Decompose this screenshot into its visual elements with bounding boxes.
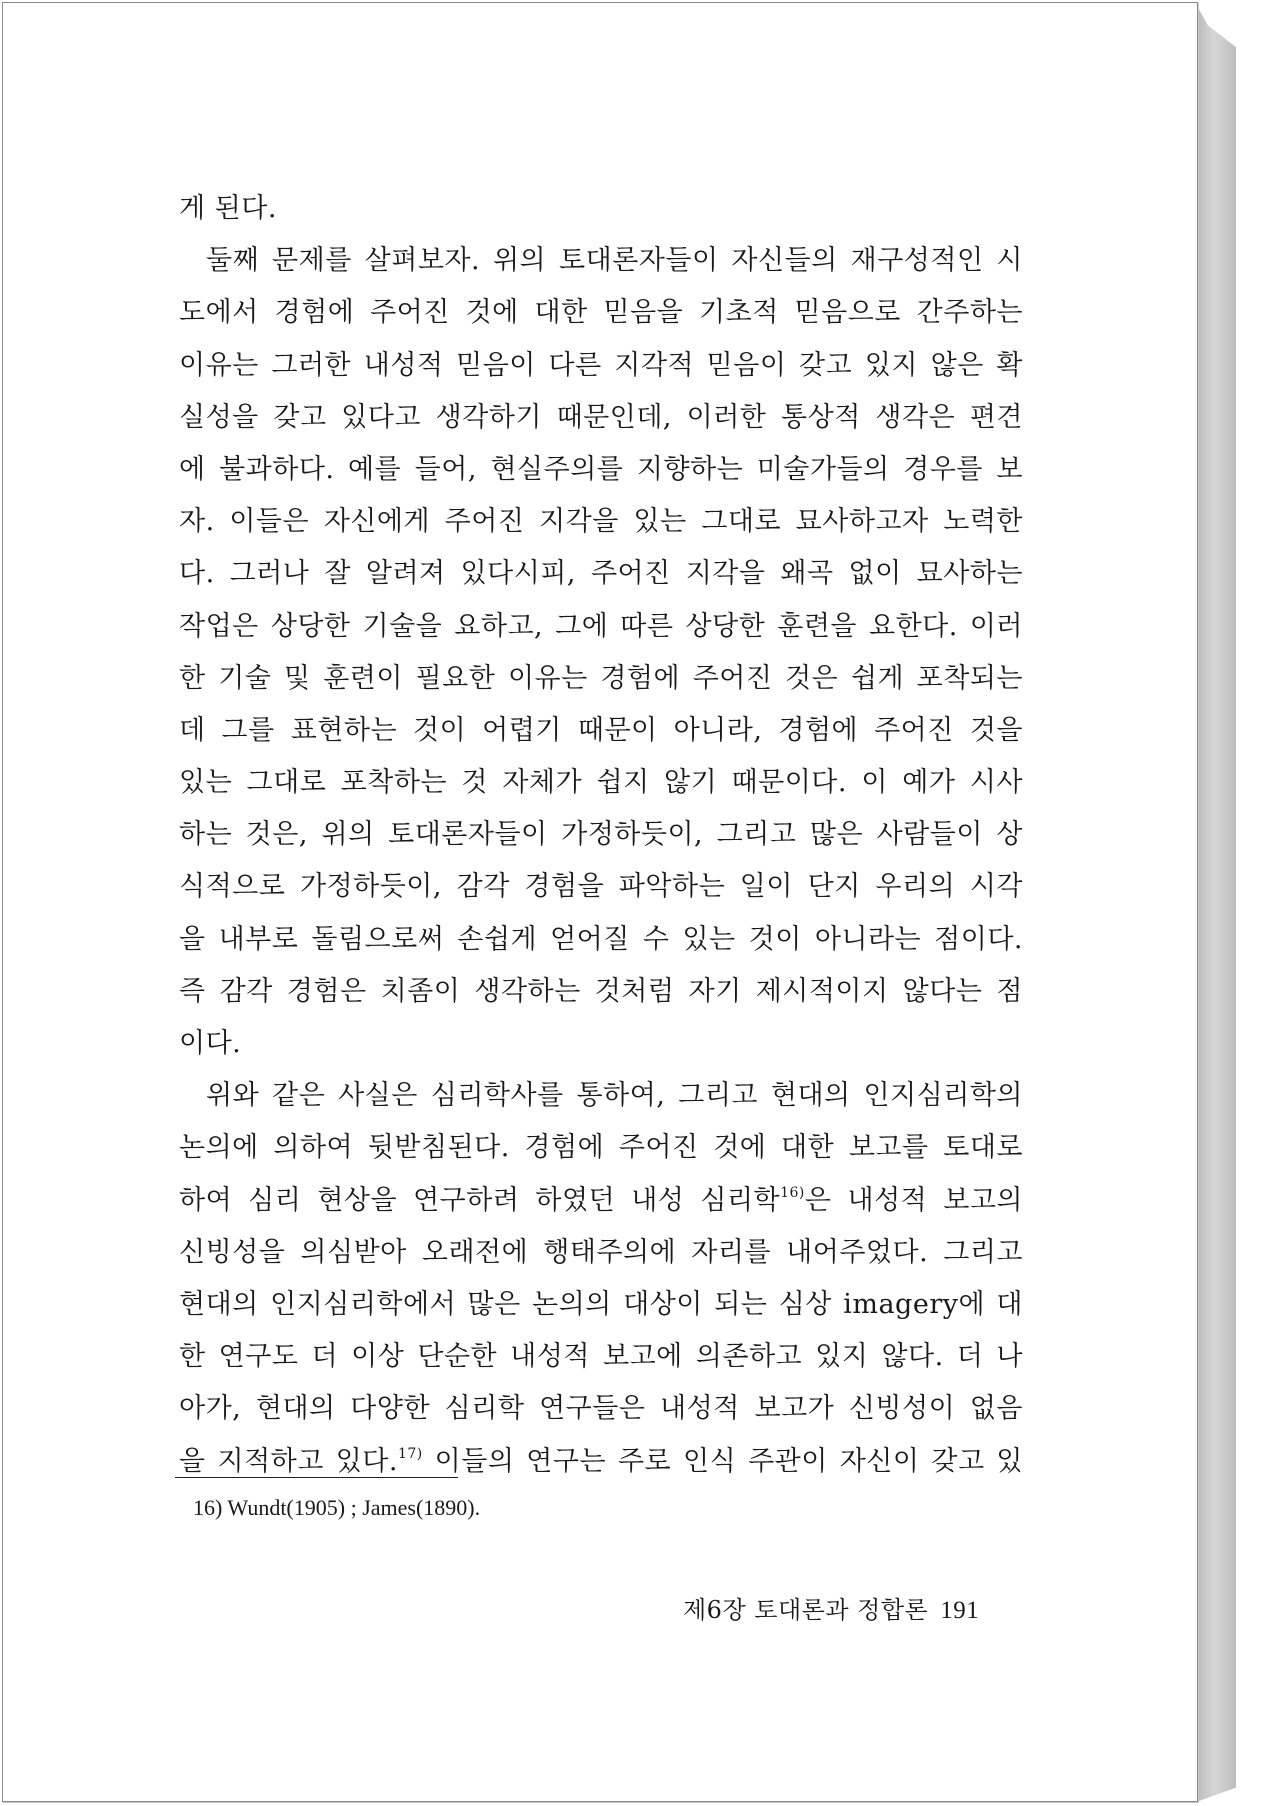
running-footer: [683, 1590, 979, 1625]
text-line-content: 위와 같은 사실은 심리학사를 통하여, 그리고 현대의 인지심리학의: [206, 1080, 1023, 1112]
text-line-content: 을 지적하고 있다.: [179, 1445, 398, 1477]
text-line: [179, 235, 1023, 287]
page-number: 191: [940, 1597, 980, 1624]
text-line: 이다.: [179, 1028, 242, 1059]
text-line: 이유는 그러한 내성적 믿음이 다른 지각적 믿음이 갖고 있지 않은 확: [179, 349, 1023, 381]
text-line: 도에서 경험에 주어진 것에 대한 믿음을 기초적 믿음으로 간주하는: [179, 297, 1023, 329]
text-line-content: 은 내성적 보고의: [804, 1184, 1023, 1216]
paragraph-second-problem: [179, 235, 1023, 1070]
paragraph-continued: [179, 183, 1023, 235]
text-line: 실성을 갖고 있다고 생각하기 때문인데, 이러한 통상적 생각은 편견: [179, 401, 1023, 433]
text-line: 한 기술 및 훈련이 필요한 이유는 경험에 주어진 것은 쉽게 포착되는: [179, 662, 1023, 694]
body-text: [179, 183, 1023, 1488]
footnote-divider: [175, 1477, 458, 1478]
footnote-ref-16[interactable]: 16): [780, 1184, 805, 1201]
text-line: 다. 그러나 잘 알려져 있다시피, 주어진 지각을 왜곡 없이 묘사하는: [179, 558, 1023, 590]
text-line: 데 그를 표현하는 것이 어렵기 때문이 아니라, 경험에 주어진 것을: [179, 714, 1023, 746]
text-line: 한 연구도 더 이상 단순한 내성적 보고에 의존하고 있지 않다. 더 나: [179, 1341, 1023, 1373]
text-line: 게 된다.: [179, 193, 277, 224]
text-line: 있는 그대로 포착하는 것 자체가 쉽지 않기 때문이다. 이 예가 시사: [179, 767, 1023, 799]
text-line: 에 불과하다. 예를 들어, 현실주의를 지향하는 미술가들의 경우를 보: [179, 453, 1023, 485]
text-line: 작업은 상당한 기술을 요하고, 그에 따른 상당한 훈련을 요한다. 이러: [179, 610, 1023, 642]
text-line-content: 하여 심리 현상을 연구하려 하였던 내성 심리학: [179, 1184, 781, 1216]
text-line: 아가, 현대의 다양한 심리학 연구들은 내성적 보고가 신빙성이 없음: [179, 1393, 1023, 1425]
text-line: [179, 1070, 1023, 1122]
text-line: 하는 것은, 위의 토대론자들이 가정하듯이, 그리고 많은 사람들이 상: [179, 819, 1023, 851]
text-line: [179, 1175, 1023, 1227]
text-line-content: 이들의 연구는 주로 인식 주관이 자신이 갖고 있: [422, 1445, 1024, 1477]
text-line: [179, 1436, 1023, 1488]
page-thickness-edge: [1196, 4, 1236, 1802]
text-line: 을 내부로 돌림으로써 손쉽게 얻어질 수 있는 것이 아니라는 점이다.: [179, 923, 1023, 955]
text-line: 현대의 인지심리학에서 많은 논의의 대상이 되는 심상 imagery에 대: [179, 1288, 1023, 1320]
book-page: [2, 2, 1198, 1802]
text-line: 식적으로 가정하듯이, 감각 경험을 파악하는 일이 단지 우리의 시각: [179, 871, 1023, 903]
paragraph-psychology: [179, 1070, 1023, 1488]
footnote-16: 16) Wundt(1905) ; James(1890).: [193, 1495, 481, 1520]
text-line: 즉 감각 경험은 치좀이 생각하는 것처럼 자기 제시적이지 않다는 점: [179, 975, 1023, 1007]
text-line: 자. 이들은 자신에게 주어진 지각을 있는 그대로 묘사하고자 노력한: [179, 506, 1023, 538]
text-line: 논의에 의하여 뒷받침된다. 경험에 주어진 것에 대한 보고를 토대로: [179, 1132, 1023, 1164]
text-line: 신빙성을 의심받아 오래전에 행태주의에 자리를 내어주었다. 그리고: [179, 1236, 1023, 1268]
footnote-ref-17[interactable]: 17): [397, 1445, 423, 1462]
text-line-content: 둘째 문제를 살펴보자. 위의 토대론자들이 자신들의 재구성적인 시: [206, 245, 1023, 277]
chapter-title: 제6장 토대론과 정합론: [683, 1596, 929, 1624]
